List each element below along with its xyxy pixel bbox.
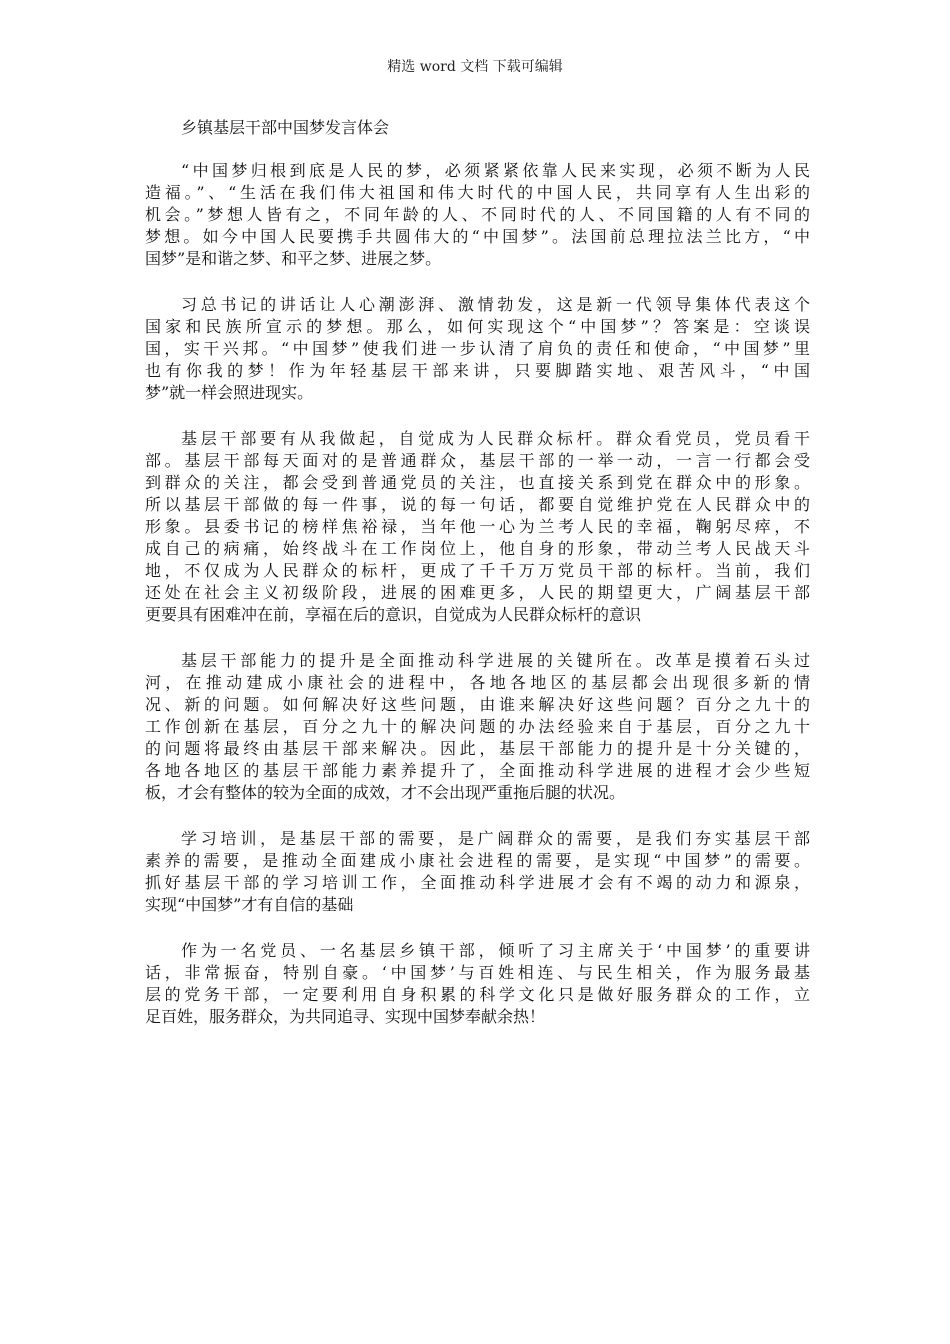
paragraph-line: 梦想。如今中国人民要携手共圆伟大的“中国梦”。法国前总理拉法兰比方，“中 [145,227,810,246]
paragraph [145,294,810,404]
paragraph-line: 国梦”是和谐之梦、和平之梦、进展之梦。 [145,249,442,268]
paragraph-line: 话，非常振奋，特别自豪。‘中国梦’与百姓相连、与民生相关，作为服务最基 [145,963,810,982]
page-header: 精选 word 文档 下载可编辑 [387,59,563,75]
paragraph [145,650,810,804]
paragraph-line: 造福。”、“生活在我们伟大祖国和伟大时代的中国人民，共同享有人生出彩的 [145,183,810,202]
document-title: 乡镇基层干部中国梦发言体会 [181,118,390,137]
paragraph [145,940,810,1028]
paragraph-line: 地，不仅成为人民群众的标杆，更成了千千万万党员干部的标杆。当前，我们 [145,561,810,580]
paragraph-line: 所以基层干部做的每一件事，说的每一句话，都要自觉维护党在人民群众中的 [145,495,810,514]
paragraph-line: 成自己的病痛，始终战斗在工作岗位上，他自身的形象，带动兰考人民战天斗 [145,539,810,558]
paragraph-line: 部。基层干部每天面对的是普通群众，基层干部的一举一动，一言一行都会受 [145,451,810,470]
paragraph-line: 习总书记的讲话让人心潮澎湃、激情勃发，这是新一代领导集体代表这个 [181,295,810,314]
paragraph-line: 的问题将最终由基层干部来解决。因此，基层干部能力的提升是十分关键的， [145,739,810,758]
paragraph-line: 到群众的关注，都会受到普通党员的关注，也直接关系到党在群众中的形象。 [145,473,810,492]
paragraph-line: 形象。县委书记的榜样焦裕禄，当年他一心为兰考人民的幸福，鞠躬尽瘁，不 [145,517,810,536]
paragraph-line: 基层干部要有从我做起，自觉成为人民群众标杆。群众看党员，党员看干 [181,429,810,448]
paragraph-line: 还处在社会主义初级阶段，进展的困难更多，人民的期望更大，广阔基层干部 [145,583,810,602]
paragraph-line: 各地各地区的基层干部能力素养提升了，全面推动科学进展的进程才会少些短 [145,761,810,780]
paragraph-line: 层的党务干部，一定要利用自身积累的科学文化只是做好服务群众的工作，立 [145,985,810,1004]
paragraph-line: 工作创新在基层，百分之九十的解决问题的办法经验来自于基层，百分之九十 [145,717,810,736]
paragraph-line: 基层干部能力的提升是全面推动科学进展的关键所在。改革是摸着石头过 [181,651,810,670]
paragraph [145,160,810,270]
paragraph-line: 抓好基层干部的学习培训工作，全面推动科学进展才会有不竭的动力和源泉， [145,873,810,892]
paragraph-line: 机会。”梦想人皆有之，不同年龄的人、不同时代的人、不同国籍的人有不同的 [145,205,810,224]
paragraph-line: 素养的需要，是推动全面建成小康社会进程的需要，是实现“中国梦”的需要。 [145,851,810,870]
document-body [145,160,810,1052]
paragraph-line: 国家和民族所宣示的梦想。那么，如何实现这个“中国梦”？答案是：空谈误 [145,317,810,336]
paragraph-line: 足百姓，服务群众，为共同追寻、实现中国梦奉献余热！ [145,1007,546,1026]
paragraph-line: 实现“中国梦”才有自信的基础 [145,895,354,914]
paragraph-line: 作为一名党员、一名基层乡镇干部，倾听了习主席关于‘中国梦’的重要讲 [181,941,810,960]
paragraph-line: 更要具有困难冲在前，享福在后的意识，自觉成为人民群众标杆的意识 [145,605,642,624]
paragraph-line: 河，在推动建成小康社会的进程中，各地各地区的基层都会出现很多新的情 [145,673,810,692]
paragraph-line: “中国梦归根到底是人民的梦，必须紧紧依靠人民来实现，必须不断为人民 [181,161,810,180]
paragraph-line: 学习培训，是基层干部的需要，是广阔群众的需要，是我们夯实基层干部 [181,829,810,848]
paragraph-line: 板，才会有整体的较为全面的成效，才不会出现严重拖后腿的状况。 [145,783,626,802]
paragraph [145,828,810,916]
paragraph-line: 况、新的问题。如何解决好这些问题，由谁来解决好这些问题？百分之九十的 [145,695,810,714]
paragraph-line: 国，实干兴邦。“中国梦”使我们进一步认清了肩负的责任和使命，“中国梦”里 [145,339,810,358]
paragraph [145,428,810,626]
paragraph-line: 梦”就一样会照进现实。 [145,383,314,402]
paragraph-line: 也有你我的梦！作为年轻基层干部来讲，只要脚踏实地、艰苦风斗，“中国 [145,361,810,380]
